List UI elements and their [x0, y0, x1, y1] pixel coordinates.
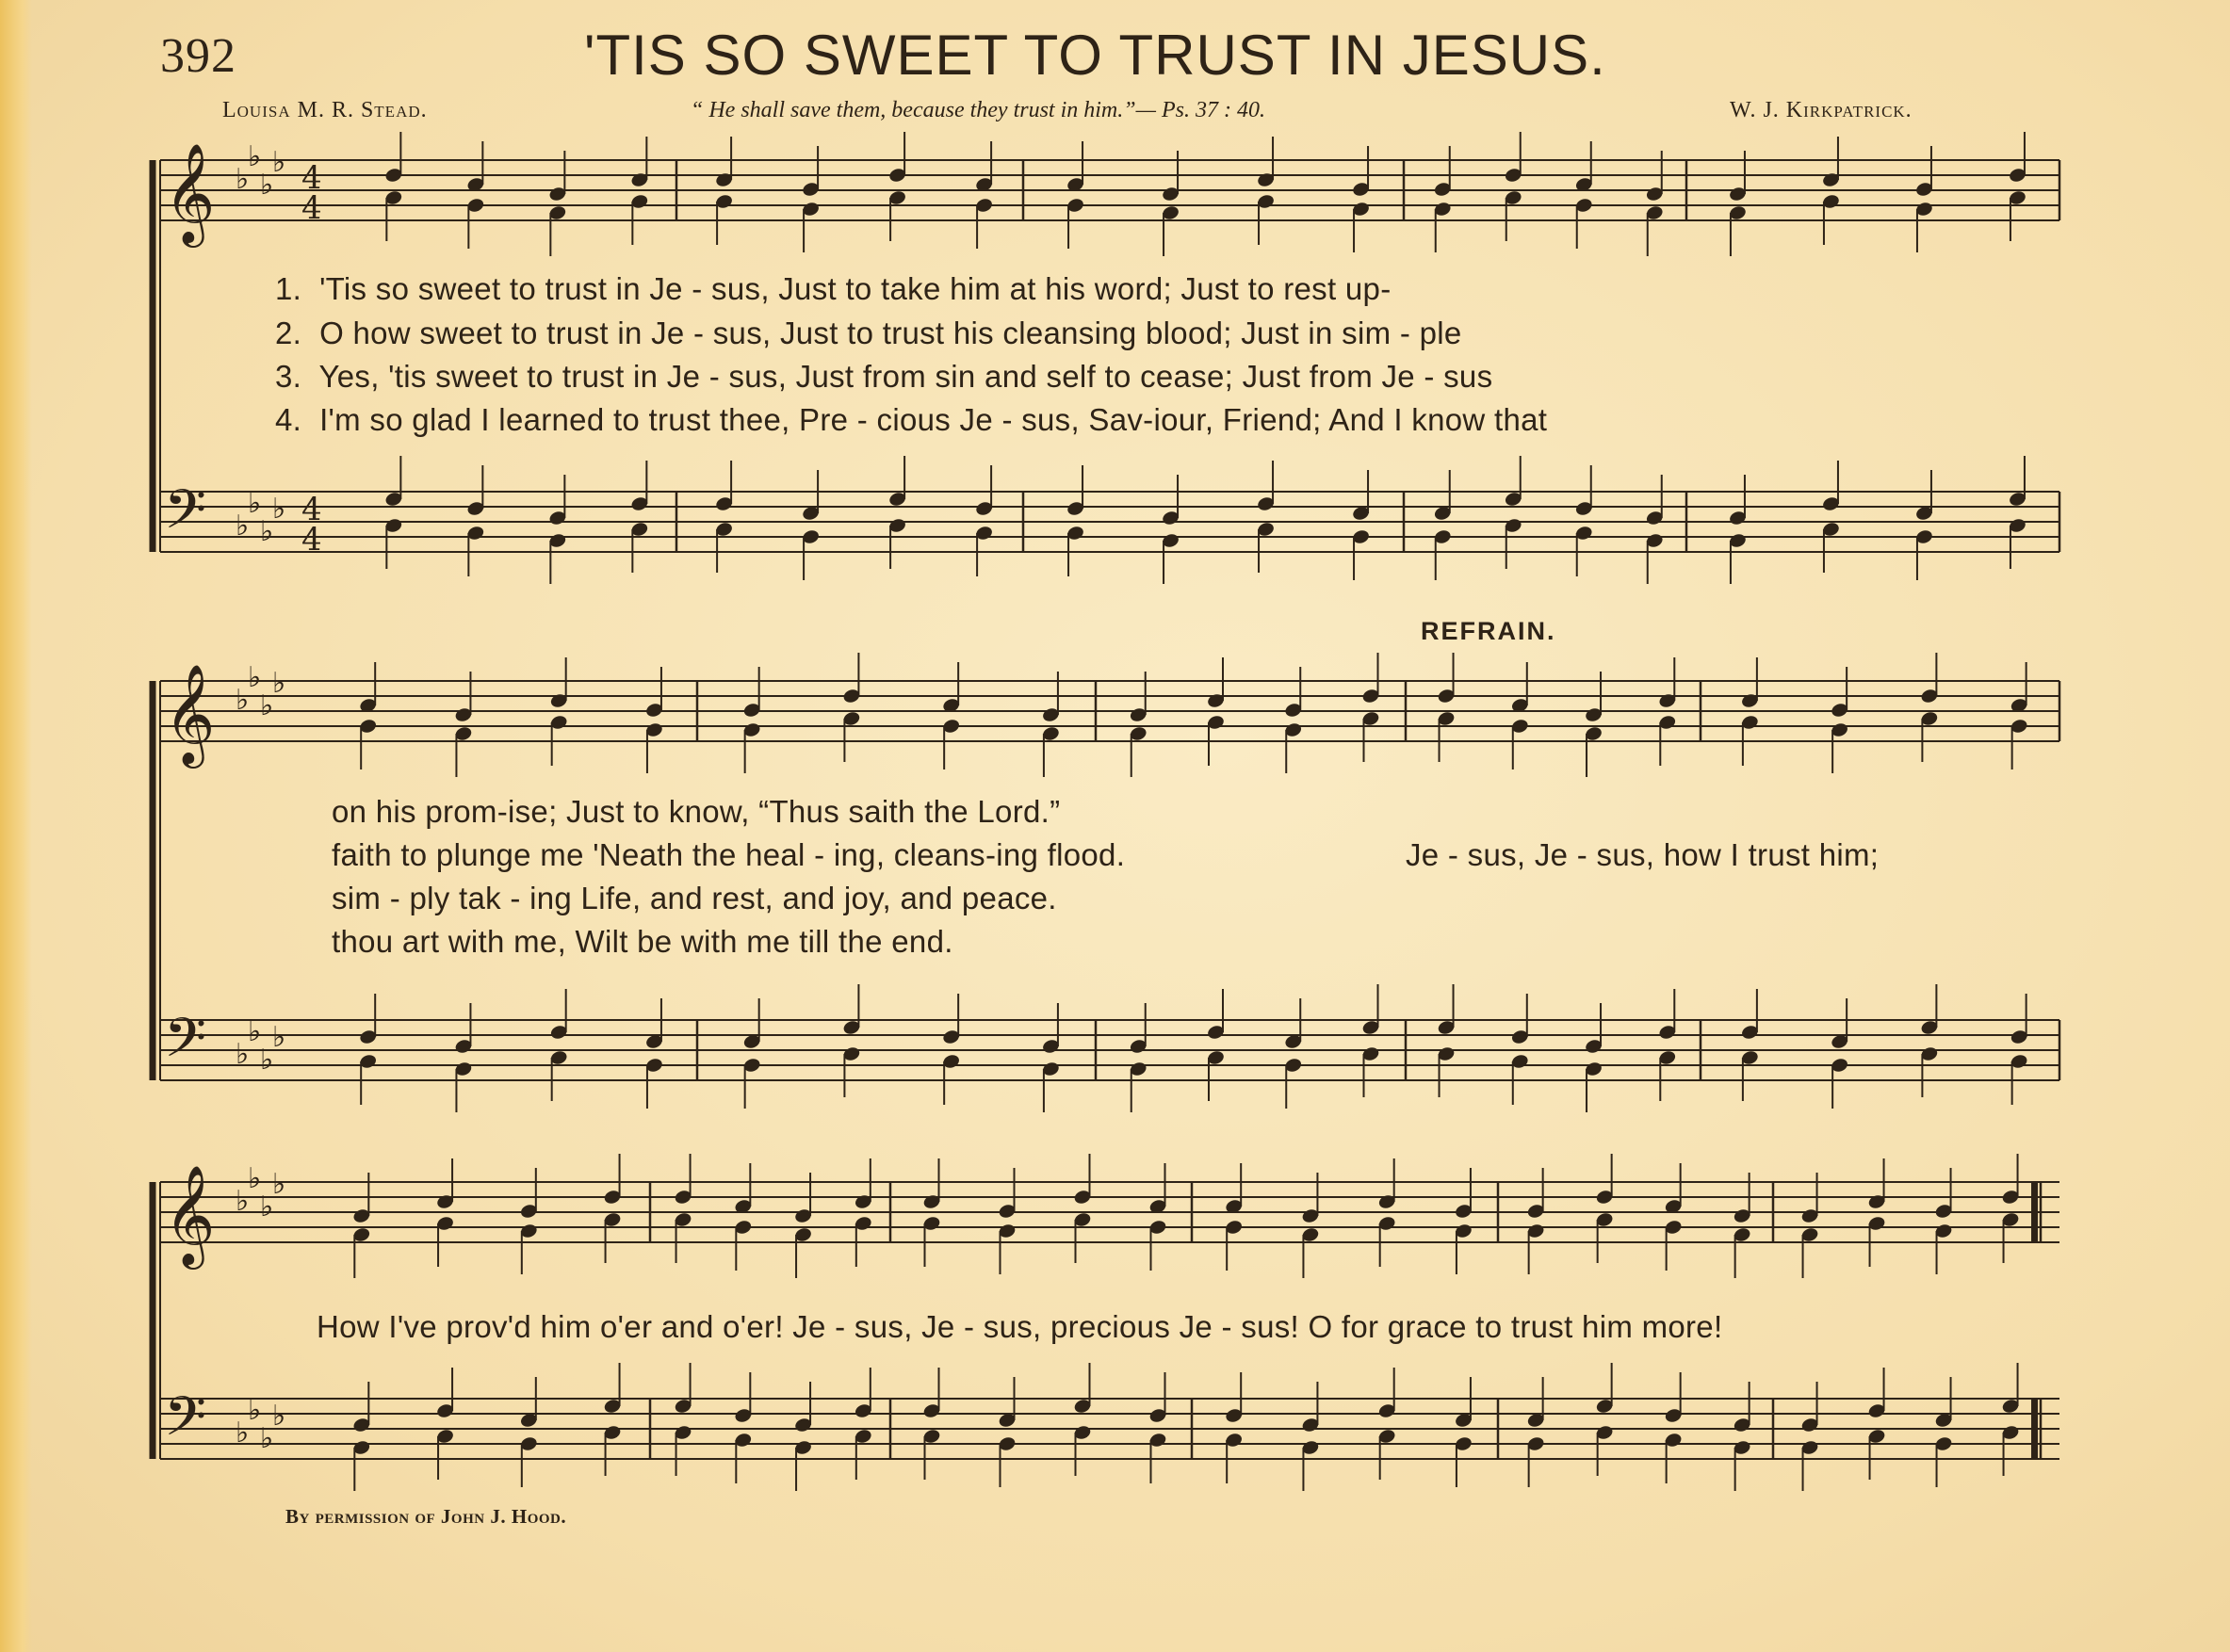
- flat-sign: ♭: [248, 1015, 262, 1048]
- treble-clef: 𝄞: [164, 1164, 216, 1265]
- verse-3-line-2: sim - ply tak - ing Life, and rest, and joy, and peace.: [332, 881, 1057, 915]
- flat-sign: ♭: [248, 1162, 262, 1195]
- treble-clef: 𝄞: [164, 142, 216, 243]
- verse-text: 'Tis so sweet to trust in Je - sus, Just to take him at his word; Just to rest up-: [319, 271, 1392, 306]
- lyricist-credit: Louisa M. R. Stead.: [222, 98, 428, 122]
- flat-sign: ♭: [260, 1190, 274, 1223]
- verse-4-line-1: [275, 402, 1547, 438]
- verse-number: 4.: [275, 402, 302, 437]
- flat-sign: ♭: [248, 487, 262, 520]
- verse-text: O how sweet to trust in Je - sus, Just to trust his cleansing blood; Just in sim - ple: [319, 316, 1462, 350]
- flat-sign: ♭: [248, 1394, 262, 1427]
- verse-text: I'm so glad I learned to trust thee, Pre - cious Je - sus, Sav-iour, Friend; And I know that: [319, 402, 1548, 437]
- verse-number: 1.: [275, 271, 302, 306]
- verse-2-line-2: faith to plunge me 'Neath the heal - ing, cleans-ing flood.: [332, 837, 1126, 872]
- verse-1-line-2: on his prom-ise; Just to know, “Thus saith the Lord.”: [332, 794, 1061, 829]
- refrain-line-2: How I've prov'd him o'er and o'er! Je - sus, Je - sus, precious Je - sus! O for grace to trust him more!: [317, 1309, 1723, 1344]
- scripture-epigraph: “ He shall save them, because they trust in him.”— Ps. 37 : 40.: [691, 98, 1265, 122]
- flat-sign: ♭: [236, 1185, 250, 1218]
- verse-number: 2.: [275, 316, 302, 350]
- verse-1-line-1: [275, 271, 1391, 307]
- verse-3-line-1: [275, 359, 1492, 395]
- time-signature-top: 4: [301, 159, 322, 197]
- flat-sign: ♭: [260, 515, 274, 548]
- flat-sign: ♭: [248, 140, 262, 173]
- flat-sign: ♭: [272, 1168, 286, 1201]
- flat-sign: ♭: [272, 667, 286, 700]
- flat-sign: ♭: [248, 661, 262, 694]
- final-barline: [2031, 1182, 2038, 1242]
- verse-2-line-1: [275, 316, 1462, 351]
- flat-sign: ♭: [272, 493, 286, 526]
- flat-sign: ♭: [236, 1038, 250, 1071]
- time-signature-bottom: 4: [301, 521, 322, 559]
- hymn-number: 392: [160, 29, 236, 83]
- refrain-line-1: Je - sus, Je - sus, how I trust him;: [1406, 837, 1880, 872]
- flat-sign: ♭: [272, 1021, 286, 1054]
- time-signature-bottom: 4: [301, 189, 322, 227]
- flat-sign: ♭: [236, 163, 250, 196]
- bass-clef: 𝄢: [164, 1385, 207, 1462]
- final-barline: [2031, 1399, 2038, 1459]
- flat-sign: ♭: [236, 684, 250, 717]
- flat-sign: ♭: [260, 169, 274, 202]
- treble-clef: 𝄞: [164, 663, 216, 764]
- permission-credit: By permission of John J. Hood.: [285, 1505, 567, 1528]
- flat-sign: ♭: [236, 510, 250, 543]
- hymn-title: 'TIS SO SWEET TO TRUST IN JESUS.: [584, 24, 1606, 87]
- verse-text: Yes, 'tis sweet to trust in Je - sus, Just from sin and self to cease; Just from Je - sus: [318, 359, 1493, 394]
- flat-sign: ♭: [260, 689, 274, 722]
- flat-sign: ♭: [272, 146, 286, 179]
- flat-sign: ♭: [260, 1422, 274, 1455]
- flat-sign: ♭: [236, 1417, 250, 1450]
- verse-4-line-2: thou art with me, Wilt be with me till the end.: [332, 924, 953, 959]
- refrain-label: REFRAIN.: [1421, 617, 1556, 645]
- bass-clef: 𝄢: [164, 478, 207, 555]
- flat-sign: ♭: [260, 1044, 274, 1077]
- bass-clef: 𝄢: [164, 1006, 207, 1083]
- time-signature-top: 4: [301, 491, 322, 528]
- flat-sign: ♭: [272, 1400, 286, 1433]
- verse-number: 3.: [275, 359, 302, 394]
- composer-credit: W. J. Kirkpatrick.: [1730, 98, 1913, 122]
